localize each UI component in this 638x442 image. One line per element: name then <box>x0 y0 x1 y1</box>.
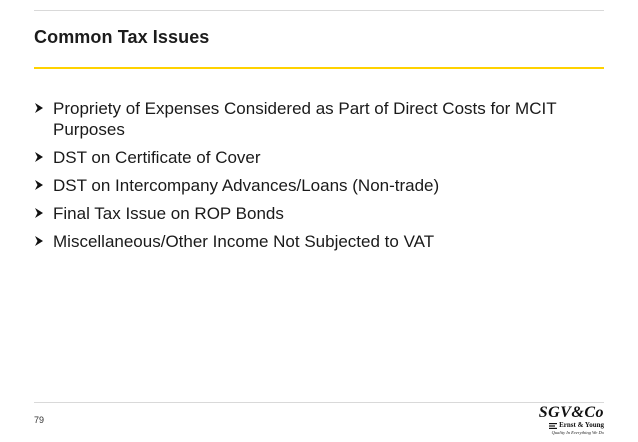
ey-mark-icon <box>549 423 557 429</box>
title-underline <box>34 67 604 69</box>
bullet-item <box>34 98 594 140</box>
arrow-right-icon <box>34 103 44 113</box>
slide-title: Common Tax Issues <box>34 27 210 47</box>
logo-main-text: SGV&Co <box>538 404 604 421</box>
bullet-text: DST on Intercompany Advances/Loans (Non-trade) <box>53 176 440 195</box>
logo-subtitle <box>514 421 604 430</box>
arrow-right-icon <box>34 152 44 162</box>
bullet-item <box>34 175 594 196</box>
page-number: 79 <box>34 415 45 425</box>
bottom-divider <box>34 402 604 403</box>
bullet-item <box>34 203 594 224</box>
bullet-text: Final Tax Issue on ROP Bonds <box>53 204 284 223</box>
logo-sub-text: Ernst & Young <box>559 421 604 429</box>
logo-tagline: Quality In Everything We Do <box>551 430 604 435</box>
bullet-list <box>34 98 594 259</box>
company-logo <box>514 405 604 436</box>
bullet-text: DST on Certificate of Cover <box>53 148 261 167</box>
arrow-right-icon <box>34 180 44 190</box>
arrow-right-icon <box>34 208 44 218</box>
bullet-text: Propriety of Expenses Considered as Part of Direct Costs for MCIT Purposes <box>53 99 557 139</box>
bullet-text: Miscellaneous/Other Income Not Subjected to VAT <box>53 232 435 251</box>
bullet-item <box>34 231 594 252</box>
arrow-right-icon <box>34 236 44 246</box>
top-divider <box>34 10 604 11</box>
bullet-item <box>34 147 594 168</box>
